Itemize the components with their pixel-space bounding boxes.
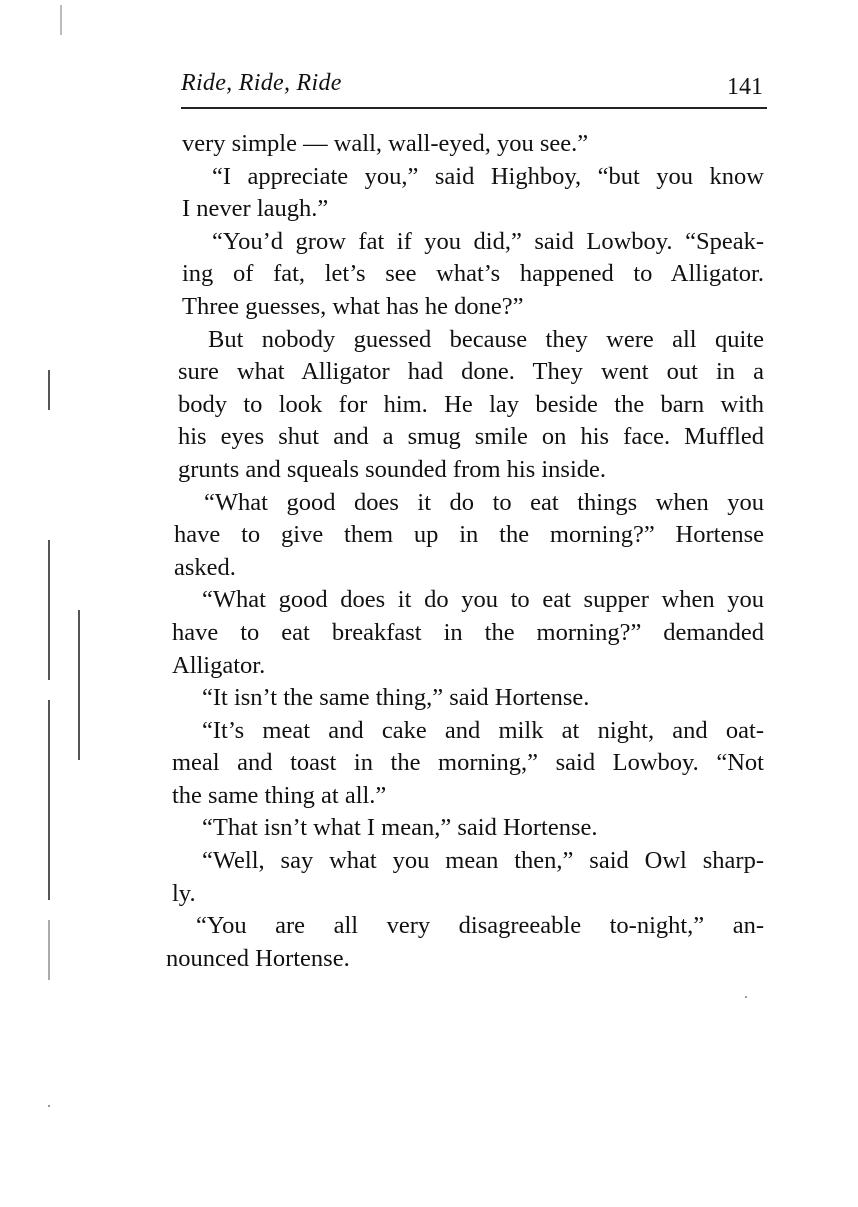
text-line: the same thing at all.” — [172, 781, 387, 809]
text-line: asked. — [174, 553, 236, 581]
text-line: “What good does it do to eat things when you — [204, 488, 764, 516]
scan-edge-mark — [60, 5, 62, 35]
scan-dot — [48, 1105, 50, 1107]
body-text — [166, 128, 764, 975]
scan-edge-mark — [48, 540, 50, 680]
scan-edge-mark — [48, 920, 50, 980]
scan-dot — [745, 996, 747, 998]
text-line: “That isn’t what I mean,” said Hortense. — [202, 814, 598, 842]
text-line: “You are all very disagreeable to-night,” an- — [196, 912, 764, 940]
text-line: ing of fat, let’s see what’s happened to Alligator. — [182, 260, 764, 288]
text-line: have to eat breakfast in the morning?” demanded — [172, 618, 764, 646]
text-line: his eyes shut and a smug smile on his face. Muffled — [178, 423, 764, 451]
paragraph — [172, 487, 764, 585]
paragraph — [172, 845, 764, 910]
scan-edge-mark — [78, 610, 80, 760]
text-line: Three guesses, what has he done?” — [182, 292, 524, 320]
scan-edge-mark — [48, 370, 50, 410]
text-line: “What good does it do you to eat supper when you — [202, 586, 764, 614]
paragraph — [172, 226, 764, 324]
text-line: nounced Hortense. — [166, 944, 350, 972]
text-line: But nobody guessed because they were all quite — [208, 325, 764, 353]
text-line: “I appreciate you,” said Highboy, “but you know — [212, 162, 764, 190]
text-line: meal and toast in the morning,” said Lowboy. “Not — [172, 749, 764, 777]
text-line: “It isn’t the same thing,” said Hortense. — [202, 684, 590, 712]
text-line: “You’d grow fat if you did,” said Lowboy. “Speak- — [212, 227, 764, 255]
header-rule — [181, 107, 767, 109]
paragraph — [172, 584, 764, 682]
text-line: I never laugh.” — [182, 195, 329, 223]
paragraph — [172, 128, 764, 161]
page-number: 141 — [727, 74, 763, 100]
scan-edge-mark — [48, 700, 50, 900]
text-line: ly. — [172, 879, 196, 907]
text-line: body to look for him. He lay beside the barn with — [178, 390, 764, 418]
paragraph — [172, 715, 764, 813]
text-line: Alligator. — [172, 651, 266, 679]
text-line: “It’s meat and cake and milk at night, and oat- — [202, 716, 764, 744]
text-line: have to give them up in the morning?” Hortense — [174, 521, 764, 549]
text-line: “Well, say what you mean then,” said Owl sharp- — [202, 847, 764, 875]
text-line: very simple — wall, wall-eyed, you see.” — [182, 130, 589, 157]
running-head: Ride, Ride, Ride — [181, 70, 342, 96]
paragraph — [172, 812, 764, 845]
text-line: sure what Alligator had done. They went out in a — [178, 358, 764, 386]
paragraph — [172, 324, 764, 487]
page-header — [181, 70, 767, 108]
paragraph — [166, 910, 764, 975]
paragraph — [172, 682, 764, 715]
text-line: grunts and squeals sounded from his inside. — [178, 455, 607, 483]
paragraph — [172, 161, 764, 226]
